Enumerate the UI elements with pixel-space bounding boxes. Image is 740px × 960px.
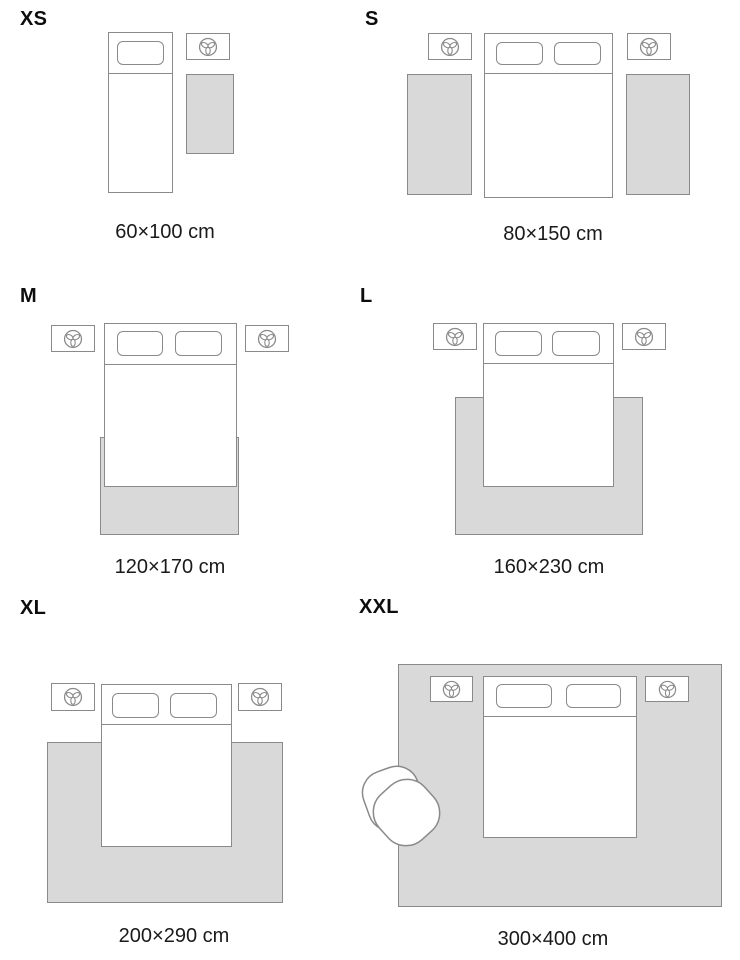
bed-headboard bbox=[485, 34, 612, 74]
bed-headboard bbox=[102, 685, 231, 725]
pillow bbox=[566, 684, 621, 708]
bed-headboard bbox=[484, 324, 613, 364]
size-label-xxl: XXL bbox=[359, 596, 399, 618]
nightstand bbox=[433, 323, 477, 350]
nightstand bbox=[186, 33, 230, 60]
bed-xxl bbox=[483, 676, 637, 838]
bed-l bbox=[483, 323, 614, 487]
bed-xs bbox=[108, 32, 173, 193]
size-label-l: L bbox=[360, 285, 373, 307]
rug-s-left bbox=[407, 74, 472, 195]
lamp-icon bbox=[197, 36, 219, 58]
size-label-xs: XS bbox=[20, 8, 48, 30]
rug-xs bbox=[186, 74, 234, 154]
nightstand bbox=[645, 676, 689, 702]
pillow bbox=[117, 41, 164, 65]
size-label-m: M bbox=[20, 285, 37, 307]
dimension-label-xs: 60×100 cm bbox=[115, 221, 215, 243]
rug-s-right bbox=[626, 74, 690, 195]
lamp-icon bbox=[441, 679, 462, 700]
nightstand bbox=[238, 683, 282, 711]
armchair bbox=[358, 762, 444, 852]
lamp-icon bbox=[638, 36, 660, 58]
pillow bbox=[552, 331, 600, 356]
size-label-xl: XL bbox=[20, 597, 47, 619]
pillow bbox=[495, 331, 542, 356]
bed-headboard bbox=[105, 324, 236, 365]
pillow bbox=[170, 693, 217, 718]
nightstand bbox=[430, 676, 473, 702]
bed-headboard bbox=[109, 33, 172, 74]
lamp-icon bbox=[439, 36, 461, 58]
lamp-icon bbox=[444, 326, 466, 348]
bed-s bbox=[484, 33, 613, 198]
nightstand bbox=[622, 323, 666, 350]
pillow bbox=[496, 42, 543, 65]
pillow bbox=[175, 331, 222, 356]
lamp-icon bbox=[633, 326, 655, 348]
nightstand bbox=[428, 33, 472, 60]
lamp-icon bbox=[62, 686, 84, 708]
size-label-s: S bbox=[365, 8, 379, 30]
nightstand bbox=[51, 325, 95, 352]
dimension-label-m: 120×170 cm bbox=[114, 556, 226, 578]
bed-headboard bbox=[484, 677, 636, 717]
bed-m bbox=[104, 323, 237, 487]
lamp-icon bbox=[657, 679, 678, 700]
nightstand bbox=[51, 683, 95, 711]
dimension-label-xl: 200×290 cm bbox=[118, 925, 230, 947]
nightstand bbox=[245, 325, 289, 352]
nightstand bbox=[627, 33, 671, 60]
lamp-icon bbox=[256, 328, 278, 350]
dimension-label-s: 80×150 cm bbox=[503, 223, 603, 245]
lamp-icon bbox=[62, 328, 84, 350]
pillow bbox=[554, 42, 601, 65]
pillow bbox=[496, 684, 552, 708]
dimension-label-l: 160×230 cm bbox=[493, 556, 605, 578]
pillow bbox=[117, 331, 163, 356]
dimension-label-xxl: 300×400 cm bbox=[497, 928, 609, 950]
lamp-icon bbox=[249, 686, 271, 708]
pillow bbox=[112, 693, 159, 718]
bed-xl bbox=[101, 684, 232, 847]
